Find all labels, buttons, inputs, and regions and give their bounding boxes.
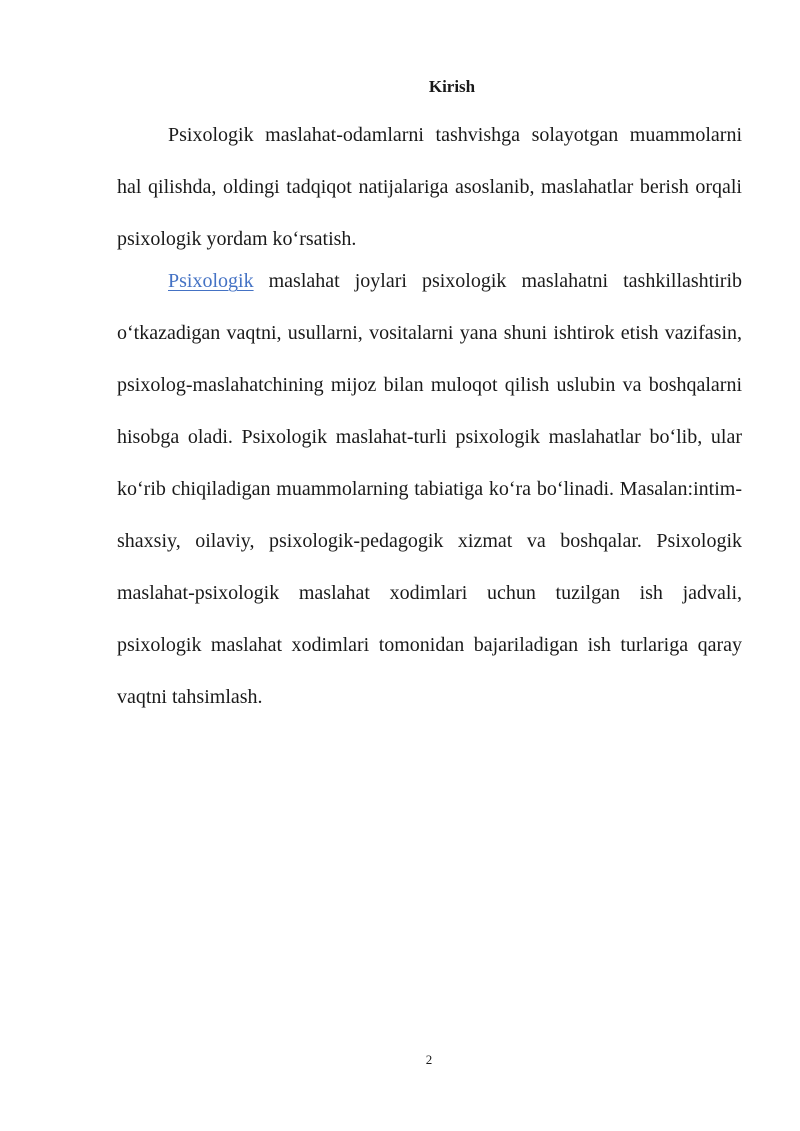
page-title: Kirish	[428, 77, 476, 96]
psixologik-link[interactable]: Psixologik	[168, 270, 254, 292]
paragraph-definition: Psixologik maslahat-odamlarni tashvishga solayotgan muammolarni hal qilishda, oldingi tadqiqot natijalariga asoslanib, maslahatlar berish orqali psixologik yordam ko‘rsatish.	[117, 124, 742, 250]
paragraph-details-text: maslahat joylari psixologik maslahatni tashkillashtirib o‘tkazadigan vaqtni, usullarni, vositalarni yana shuni ishtirok etish vazifasin, psixolog-maslahatchining mijoz bilan muloqot qilish uslubin va boshqalarni hisobga oladi. Psixologik maslahat-turli psixologik maslahatlar bo‘lib, ular ko‘rib chiqiladigan muammolarning tabiatiga ko‘ra bo‘linadi. Masalan:intim-shaxsiy, oilaviy, psixologik-pedagogik xizmat va boshqalar. Psixologik maslahat-psixologik maslahat xodimlari uchun tuzilgan ish jadvali, psixologik maslahat xodimlari tomonidan bajariladigan ish turlariga qaray vaqtni tahsimlash.	[117, 270, 742, 708]
page-number: 2	[425, 1052, 433, 1067]
paragraph-details	[117, 255, 742, 723]
